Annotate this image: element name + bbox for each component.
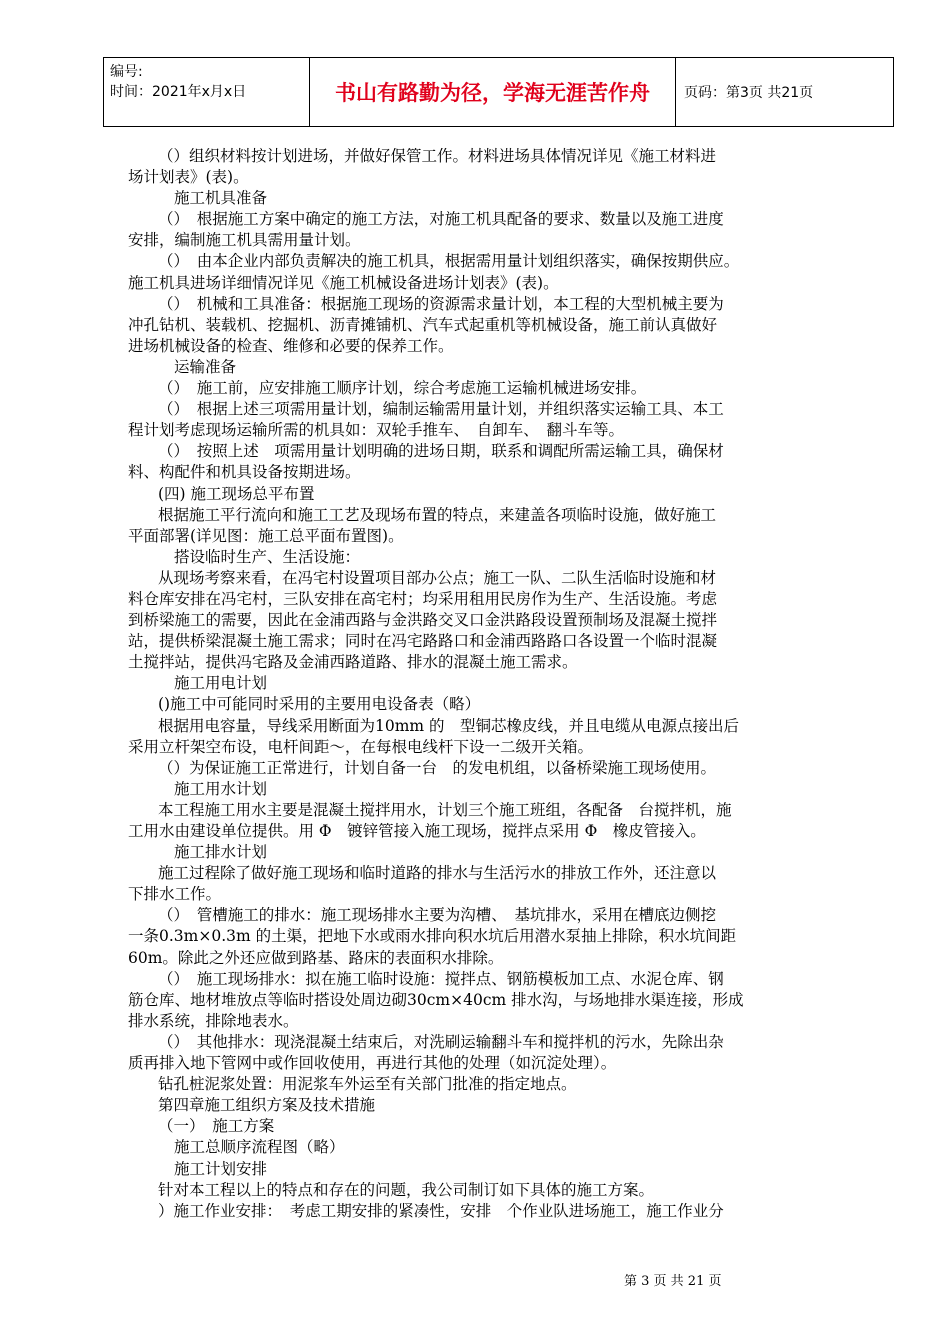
body-line: 站，提供桥梁混凝土施工需求；同时在冯宅路路口和金浦西路路口各设置一个临时混凝 <box>128 632 718 651</box>
body-line: 施工过程除了做好施工现场和临时道路的排水与生活污水的排放工作外，还注意以 <box>158 864 717 883</box>
body-line: （）组织材料按计划进场，并做好保管工作。材料进场具体情况详见《施工材料进 <box>158 147 717 165</box>
body-line: （） 根据施工方案中确定的施工方法，对施工机具配备的要求、数量以及施工进度 <box>158 210 724 229</box>
body-line: ）施工作业安排： 考虑工期安排的紧凑性，安排 个作业队进场施工，施工作业分 <box>158 1201 724 1220</box>
body-line: 从现场考察来看，在冯宅村设置项目部办公点；施工一队、二队生活临时设施和材 <box>158 568 717 587</box>
body-line: 筋仓库、地材堆放点等临时搭设处周边砌30cm×40cm 排水沟，与场地排水渠连接，形成 <box>128 990 744 1009</box>
body-line: 料、构配件和机具设备按期进场。 <box>128 463 361 482</box>
header-motto: 书山有路勤为径，学海无涯苦作舟 <box>310 58 676 126</box>
body-line: 施工机具准备 <box>174 189 268 208</box>
header-meta <box>104 58 310 126</box>
body-line: （） 施工现场排水：拟在施工临时设施：搅拌点、钢筋模板加工点、水泥仓库、钢 <box>158 969 724 988</box>
body-line: （）为保证施工正常进行，计划自备一台 的发电机组，以备桥梁施工现场使用。 <box>158 758 717 777</box>
body-line: （一） 施工方案 <box>158 1117 275 1136</box>
body-line: 平面部署(详见图：施工总平面布置图)。 <box>128 526 404 545</box>
body-line: （） 按照上述 项需用量计划明确的进场日期，联系和调配所需运输工具，确保材 <box>158 442 724 461</box>
body-line: 下排水工作。 <box>128 885 222 904</box>
body-line: 施工用水计划 <box>174 779 268 798</box>
body-line: （） 管槽施工的排水：施工现场排水主要为沟槽、 基坑排水，采用在槽底边侧挖 <box>158 906 717 925</box>
body-line: （） 机械和工具准备：根据施工现场的资源需求量计划，本工程的大型机械主要为 <box>158 294 724 313</box>
body-line: 第四章施工组织方案及技术措施 <box>158 1096 376 1115</box>
body-line: 土搅拌站，提供冯宅路及金浦西路道路、排水的混凝土施工需求。 <box>128 653 578 672</box>
body-line: （） 施工前，应安排施工顺序计划，综合考虑施工运输机械进场安排。 <box>158 379 647 398</box>
body-line: ()施工中可能同时采用的主要用电设备表（略） <box>158 695 481 714</box>
body-line: 场计划表》(表)。 <box>128 168 249 187</box>
body-line: 料仓库安排在冯宅村，三队安排在高宅村；均采用租用民房作为生产、生活设施。考虑 <box>128 589 718 608</box>
body-line: 施工计划安排 <box>174 1159 268 1178</box>
body-line: 排水系统，排除地表水。 <box>128 1011 299 1030</box>
body-line: 冲孔钻机、装载机、挖掘机、沥青摊铺机、汽车式起重机等机械设备，施工前认真做好 <box>128 315 718 334</box>
document-time-label: 时间：2021年x月x日 <box>110 84 247 100</box>
body-line: (四) 施工现场总平布置 <box>158 484 315 503</box>
body-line: 一条0.3m×0.3m 的土渠，把地下水或雨水排向积水坑后用潜水泵抽上排除，积水坑间距 <box>128 927 737 946</box>
body-line: 质再排入地下管网中或作回收使用，再进行其他的处理（如沉淀处理）。 <box>128 1054 617 1073</box>
body-line: 施工总顺序流程图（略） <box>174 1138 345 1157</box>
body-line: 安排，编制施工机具需用量计划。 <box>128 231 361 250</box>
body-line: 本工程施工用水主要是混凝土搅拌用水，计划三个施工班组，各配备 台搅拌机，施 <box>158 800 732 819</box>
body-line: 根据施工平行流向和施工工艺及现场布置的特点，来建盖各项临时设施，做好施工 <box>158 505 717 524</box>
body-line: 针对本工程以上的特点和存在的问题，我公司制订如下具体的施工方案。 <box>158 1180 655 1199</box>
body-line: 钻孔桩泥浆处置：用泥浆车外运至有关部门批准的指定地点。 <box>158 1075 577 1094</box>
body-line: 施工机具进场详细情况详见《施工机械设备进场计划表》(表)。 <box>128 273 559 292</box>
body-line: （） 根据上述三项需用量计划，编制运输需用量计划，并组织落实运输工具、本工 <box>158 400 724 419</box>
body-line: 采用立杆架空布设，电杆间距～，在每根电线杆下设一二级开关箱。 <box>128 737 594 756</box>
document-body <box>128 146 868 1222</box>
body-line: 到桥梁施工的需要，因此在金浦西路与金洪路交叉口金洪路段设置预制场及混凝土搅拌 <box>128 611 718 630</box>
header-page-number: 页码：第3页 共21页 <box>684 85 814 101</box>
body-line: 60m。除此之外还应做到路基、路床的表面积水排除。 <box>128 948 504 967</box>
body-line: 进场机械设备的检查、维修和必要的保养工作。 <box>128 336 454 355</box>
body-line: 工用水由建设单位提供。用 Φ 镀锌管接入施工现场，搅拌点采用 Φ 橡皮管接入。 <box>128 822 706 840</box>
body-line: （） 其他排水：现浇混凝土结束后，对洗刷运输翻斗车和搅拌机的污水，先除出杂 <box>158 1032 724 1051</box>
page-footer: 第 3 页 共 21 页 <box>624 1274 722 1289</box>
body-line: 施工用电计划 <box>174 674 268 693</box>
document-number-label: 编号: <box>110 64 143 80</box>
body-line: 根据用电容量，导线采用断面为10mm 的 型铜芯橡皮线，并且电缆从电源点接出后 <box>158 716 740 735</box>
body-line: 运输准备 <box>174 357 237 376</box>
body-line: 施工排水计划 <box>174 843 268 862</box>
page-header <box>103 57 894 127</box>
body-line: 搭设临时生产、生活设施： <box>174 547 361 566</box>
body-line: 程计划考虑现场运输所需的机具如：双轮手推车、 自卸车、 翻斗车等。 <box>128 421 625 440</box>
body-line: （） 由本企业内部负责解决的施工机具，根据需用量计划组织落实，确保按期供应。 <box>158 252 740 271</box>
